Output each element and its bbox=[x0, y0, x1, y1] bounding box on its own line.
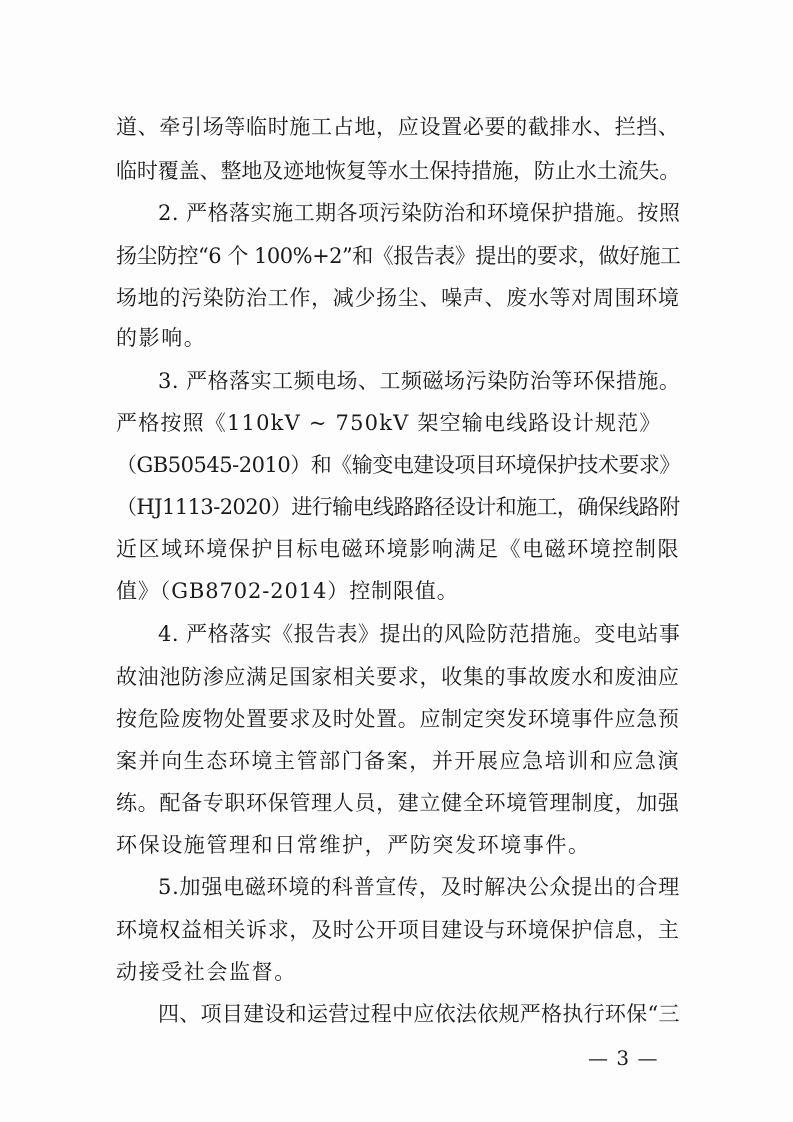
body-text-line: 近区域环境保护目标电磁环境影响满足《电磁环境控制限 bbox=[116, 537, 680, 561]
body-text-line: 临时覆盖、整地及迹地恢复等水土保持措施，防止水土流失。 bbox=[116, 159, 681, 183]
body-text-line: 按危险废物处置要求及时处置。应制定突发环境事件应急预 bbox=[116, 707, 680, 731]
body-text-line: 严格按照《110kV ~ 750kV 架空输电线路设计规范》 bbox=[116, 411, 662, 435]
paragraph-5-start: 5.加强电磁环境的科普宣传，及时解决公众提出的合理 bbox=[158, 875, 681, 899]
body-text-line: 的影响。 bbox=[116, 326, 207, 350]
body-text-line: 扬尘防控“6 个 100%+2”和《报告表》提出的要求，做好施工 bbox=[116, 244, 681, 268]
page-number: — 3 — bbox=[588, 1046, 659, 1070]
body-text-line: （GB50545-2010）和《输变电建设项目环境保护技术要求》 bbox=[116, 453, 680, 477]
paragraph-4-start: 4. 严格落实《报告表》提出的风险防范措施。变电站事 bbox=[158, 622, 681, 646]
body-text-line: 值》（GB8702-2014）控制限值。 bbox=[116, 579, 459, 603]
body-text-line: 故油池防渗应满足国家相关要求，收集的事故废水和废油应 bbox=[116, 665, 680, 689]
body-text-line: 动接受社会监督。 bbox=[116, 960, 297, 984]
body-text-line: 案并向生态环境主管部门备案，并开展应急培训和应急演 bbox=[116, 749, 680, 773]
section-4-heading: 四、项目建设和运营过程中应依法依规严格执行环保“三 bbox=[158, 1002, 680, 1026]
paragraph-3-start: 3. 严格落实工频电场、工频磁场污染防治等环保措施。 bbox=[158, 369, 681, 393]
body-text-line: 环保设施管理和日常维护，严防突发环境事件。 bbox=[116, 833, 591, 857]
body-text-line: 练。配备专职环保管理人员，建立健全环境管理制度，加强 bbox=[116, 791, 680, 815]
body-text-line: 道、牵引场等临时施工占地，应设置必要的截排水、拦挡、 bbox=[116, 115, 680, 139]
paragraph-2-start: 2. 严格落实施工期各项污染防治和环境保护措施。按照 bbox=[158, 201, 681, 225]
body-text-line: 场地的污染防治工作，减少扬尘、噪声、废水等对周围环境 bbox=[116, 286, 680, 310]
body-text-line: 环境权益相关诉求，及时公开项目建设与环境保护信息，主 bbox=[116, 918, 680, 942]
body-text-line: （HJ1113-2020）进行输电线路路径设计和施工，确保线路附 bbox=[116, 495, 680, 519]
